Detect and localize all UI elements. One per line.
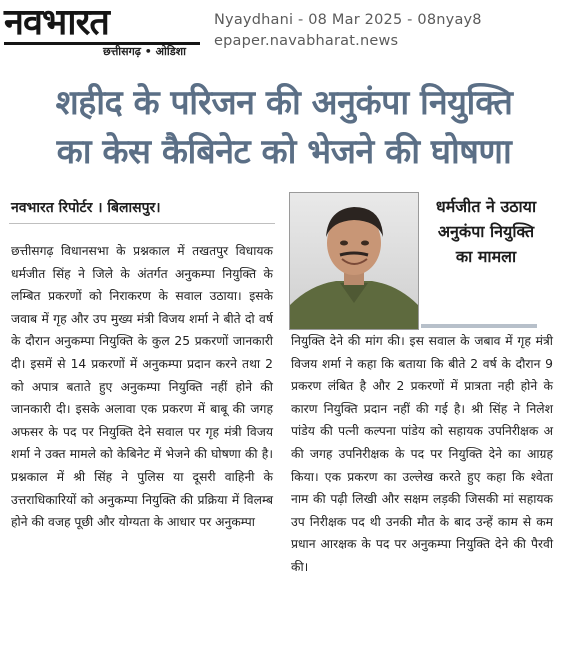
portrait-photo-image	[290, 193, 418, 329]
headline-line-2: का केस कैबिनेट को भेजने की घोषणा	[56, 132, 512, 172]
masthead	[0, 0, 564, 64]
article-column-left: छत्तीसगढ़ विधानसभा के प्रश्नकाल में तखतपुर विधायक धर्मजीत सिंह ने जिले के अंतर्गत अनुकम्पा नियुक्ति के लम्बित प्रकरणों को निराकरण के सवाल उठाया। इसके जवाब में गृह और उप मुख्य मंत्री विजय शर्मा ने बीते दो वर्ष के दौरान अनुकम्पा नियुक्ति के कुल 25 प्रकरणों जानकारी दी। इसमें से 14 प्रकरणों में अनुकम्पा प्रदान करने तथा 2 को अपात्र बताते हुए अनुकम्पा नियुक्ति नहीं होने की जानकारी दी। इसके अलावा एक प्रकरण में बाबू की जगह अफसर के पद पर नियुक्ति देने सवाल पर गृह मंत्री विजय शर्मा ने उक्त मामले को केबिनेट में भेजने की घोषणा की है। प्रश्नकाल में श्री सिंह ने पुलिस या दूसरी वाहिनी के उत्तराधिकारियों को अनुकम्पा नियुक्ति की प्रक्रिया में विलम्ब होने की वजह पूछी और योग्यता के आधार पर अनुकम्पा	[11, 244, 273, 530]
pull-quote: धर्मजीत ने उठाया अनुकंपा नियुक्ति का मामला	[435, 197, 537, 266]
logo-wordmark: नवभारत	[4, 4, 200, 45]
article-headline	[8, 79, 560, 177]
edition-meta	[214, 10, 482, 52]
newspaper-logo	[4, 4, 200, 58]
byline: नवभारत रिपोर्टर । बिलासपुर।	[11, 200, 161, 216]
edition-url: epaper.navabharat.news	[214, 33, 399, 49]
edition-date-line: Nyaydhani - 08 Mar 2025 - 08nyay8	[214, 12, 482, 28]
article-column-right: नियुक्ति देने की मांग की। इस सवाल के जबाव में गृह मंत्री विजय शर्मा ने कहा कि बताया कि बीते 2 वर्ष के दौरान 9 प्रकरण लंबित है और 2 प्रकरणों में प्रात्रता नही होने के कारण नियुक्ति प्रदान नहीं की गई है। श्री सिंह ने निलेश पांडेय की पत्नी कल्पना पांडेय को सहायक उपनिरीक्षक अ की जगह उपनिरीक्षक के पद पर नियुक्ति देने का आग्रह किया। एक प्रकरण का उल्लेख करते हुए कहा कि श्वेता नाम की पढ़ी लिखी और सक्षम लड़की जिसकी मां सहायक उप निरीक्षक पद थी उनकी मौत के बाद उन्हें काम से कम प्रधान आरक्षक के पद पर अनुकम्पा नियुक्ति देने की पैरवी की।	[291, 334, 553, 574]
byline-divider	[9, 223, 275, 224]
headline-line-1: शहीद के परिजन की अनुकंपा नियुक्ति	[55, 83, 513, 123]
logo-edition: छत्तीसगढ़ • ओडिशा	[103, 45, 186, 58]
pull-quote-underline	[421, 324, 537, 328]
portrait-photo	[289, 192, 419, 330]
